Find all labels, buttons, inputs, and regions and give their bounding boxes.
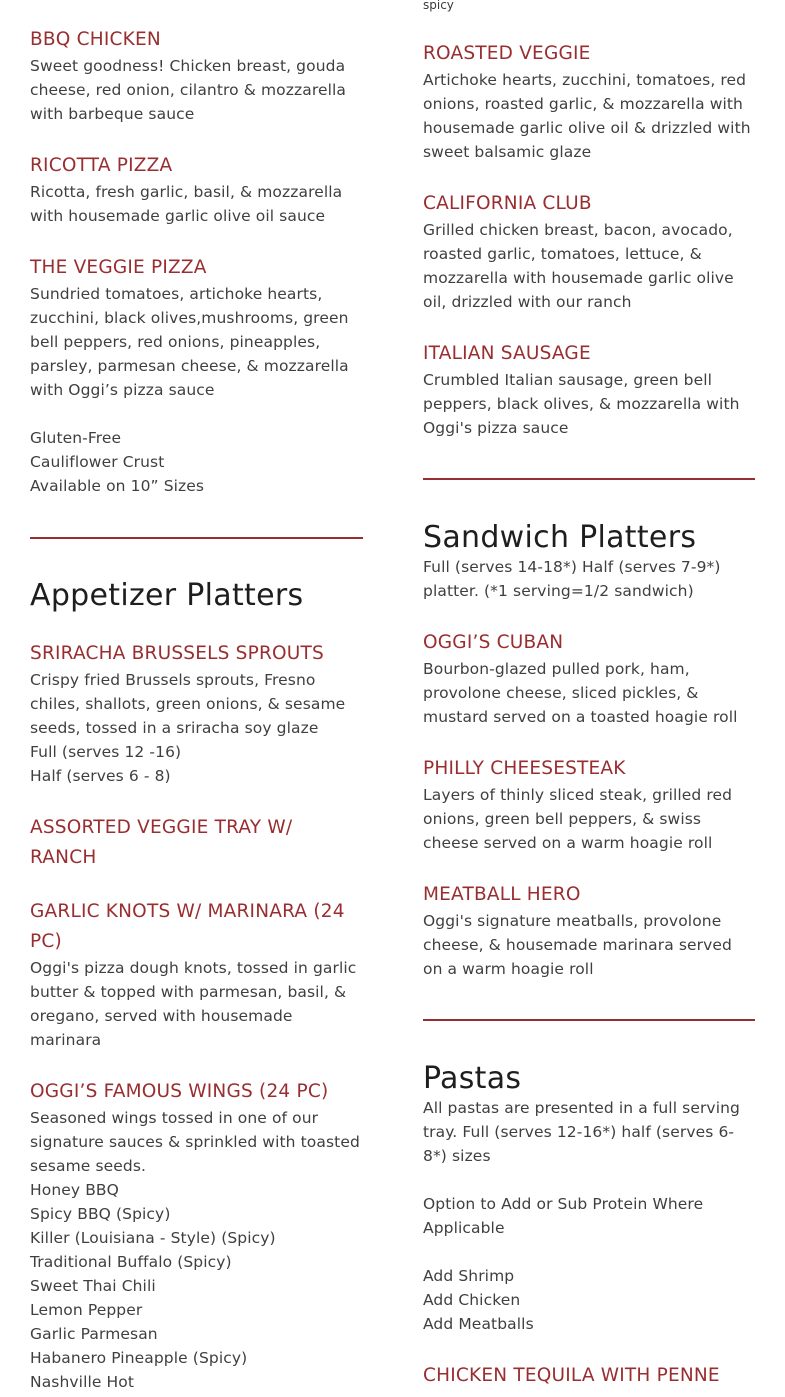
menu-item-title: SRIRACHA BRUSSELS SPROUTS <box>30 643 324 664</box>
menu-item-title: CHICKEN TEQUILA WITH PENNE <box>423 1365 720 1386</box>
size-option: Half (serves 6 - 8) <box>30 767 171 785</box>
section-heading: Pastas <box>423 1061 522 1096</box>
menu-item-title: GARLIC KNOTS W/ MARINARA (24 PC) <box>30 901 345 952</box>
addon-option: Add Chicken <box>423 1291 521 1309</box>
sauce-option: Nashville Hot <box>30 1373 135 1391</box>
sauce-option: Honey BBQ <box>30 1181 119 1199</box>
menu-item-title: THE VEGGIE PIZZA <box>30 257 207 278</box>
sauce-option: Sweet Thai Chili <box>30 1277 156 1295</box>
protein-option-note: Option to Add or Sub Protein Where Applicable <box>423 1195 704 1237</box>
section-heading: Sandwich Platters <box>423 520 697 555</box>
menu-item-description: Crispy fried Brussels sprouts, Fresno chiles, shallots, green onions, & sesame seeds, tossed in a sriracha soy glaze <box>30 671 346 737</box>
menu-item-title: RICOTTA PIZZA <box>30 155 173 176</box>
size-list <box>30 740 363 788</box>
menu-item-title: ROASTED VEGGIE <box>423 43 591 64</box>
wing-sauce-list <box>30 1178 363 1394</box>
sauce-option: Lemon Pepper <box>30 1301 143 1319</box>
menu-item-description: Crumbled Italian sausage, green bell peppers, black olives, & mozzarella with Oggi's pizza sauce <box>423 371 740 437</box>
menu-item-description: Sweet goodness! Chicken breast, gouda cheese, red onion, cilantro & mozzarella with barbeque sauce <box>30 57 347 123</box>
note-line: Available on 10” Sizes <box>30 477 205 495</box>
note-line: Gluten-Free <box>30 429 122 447</box>
sauce-option: Killer (Louisiana - Style) (Spicy) <box>30 1229 276 1247</box>
menu-item-title: BBQ CHICKEN <box>30 29 161 50</box>
section-intro: Full (serves 14-18*) Half (serves 7-9*) platter. (*1 serving=1/2 sandwich) <box>423 558 721 600</box>
menu-item-title: ITALIAN SAUSAGE <box>423 343 591 364</box>
sauce-option: Traditional Buffalo (Spicy) <box>30 1253 232 1271</box>
cut-off-text-fragment: spicy <box>423 0 454 12</box>
addon-option: Add Meatballs <box>423 1315 534 1333</box>
menu-item-description: Seasoned wings tossed in one of our signature sauces & sprinkled with toasted sesame seeds. <box>30 1109 360 1175</box>
menu-item-description: Oggi's pizza dough knots, tossed in garlic butter & topped with parmesan, basil, & oregano, served with housemade marinara <box>30 959 357 1049</box>
menu-item-description: Ricotta, fresh garlic, basil, & mozzarella with housemade garlic olive oil sauce <box>30 183 343 225</box>
menu-item-description: Layers of thinly sliced steak, grilled red onions, green bell peppers, & swiss cheese served on a warm hoagie roll <box>423 786 733 852</box>
note-line: Cauliflower Crust <box>30 453 165 471</box>
menu-item-description: Oggi's signature meatballs, provolone cheese, & housemade marinara served on a warm hoagie roll <box>423 912 732 978</box>
section-divider <box>423 1019 755 1021</box>
section-intro: All pastas are presented in a full serving tray. Full (serves 12-16*) half (serves 6-8*) sizes <box>423 1099 740 1165</box>
sauce-option: Garlic Parmesan <box>30 1325 158 1343</box>
addon-list <box>423 1264 755 1336</box>
menu-item-title: OGGI’S CUBAN <box>423 632 564 653</box>
menu-item-title: CALIFORNIA CLUB <box>423 193 592 214</box>
sauce-option: Spicy BBQ (Spicy) <box>30 1205 171 1223</box>
section-heading: Appetizer Platters <box>30 578 304 613</box>
section-divider <box>30 537 363 539</box>
menu-item-description: Bourbon-glazed pulled pork, ham, provolone cheese, sliced pickles, & mustard served on a toasted hoagie roll <box>423 660 738 726</box>
menu-item-title: MEATBALL HERO <box>423 884 581 905</box>
menu-item-description: Sundried tomatoes, artichoke hearts, zucchini, black olives,mushrooms, green bell peppers, red onions, pineapples, parsley, parmesan cheese, & mozzarella with Oggi’s pizza sauce <box>30 285 349 399</box>
size-option: Full (serves 12 -16) <box>30 743 182 761</box>
menu-item-title: PHILLY CHEESESTEAK <box>423 758 626 779</box>
menu-item-description: Grilled chicken breast, bacon, avocado, roasted garlic, tomatoes, lettuce, & mozzarella with housemade garlic olive oil, drizzled with our ranch <box>423 221 734 311</box>
section-divider <box>423 478 755 480</box>
addon-option: Add Shrimp <box>423 1267 515 1285</box>
menu-item-description: Artichoke hearts, zucchini, tomatoes, red onions, roasted garlic, & mozzarella with housemade garlic olive oil & drizzled with sweet balsamic glaze <box>423 71 751 161</box>
menu-item-title: ASSORTED VEGGIE TRAY W/ RANCH <box>30 817 293 868</box>
sauce-option: Habanero Pineapple (Spicy) <box>30 1349 248 1367</box>
menu-item-title: OGGI’S FAMOUS WINGS (24 PC) <box>30 1081 329 1102</box>
gluten-free-note <box>30 426 363 498</box>
